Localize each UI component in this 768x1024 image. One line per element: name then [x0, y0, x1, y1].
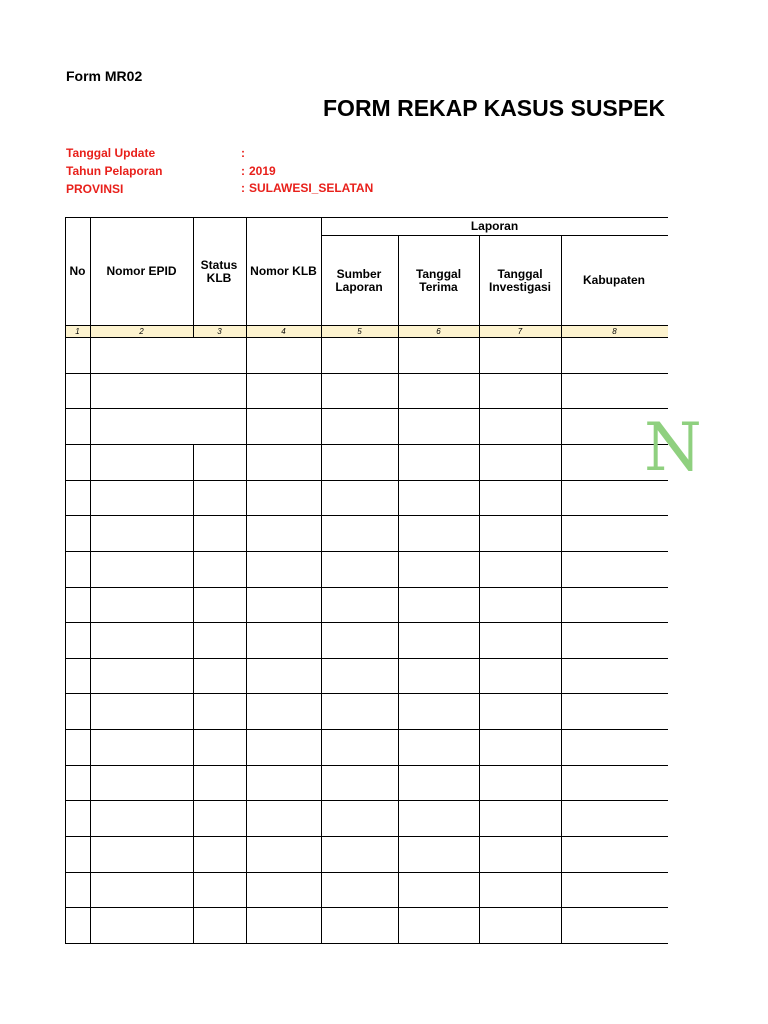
col-header-status-klb: Status KLB [200, 258, 238, 285]
col-number-2: 2 [139, 326, 144, 336]
table-row [65, 729, 668, 765]
col-number-5: 5 [357, 326, 362, 336]
col-header-kabupaten: Kabupaten [582, 272, 645, 287]
col-header-sumber-laporan: Sumber Laporan [335, 267, 383, 294]
table-row [65, 444, 668, 480]
table-row [65, 551, 668, 587]
meta-tanggal-update-label: Tanggal Update [66, 146, 156, 160]
col-number-6: 6 [436, 326, 441, 336]
rekap-table [65, 217, 702, 943]
col-header-nomor-klb: Nomor KLB [250, 263, 317, 278]
table-row [65, 622, 668, 658]
table-row [65, 587, 668, 623]
watermark-letter: N [644, 409, 702, 486]
table-row [65, 373, 668, 409]
table-row [65, 693, 668, 729]
meta-provinsi-label: PROVINSI [66, 182, 124, 196]
grid-line-top-group [321, 217, 668, 218]
table-row [65, 337, 668, 373]
meta-tahun-pelaporan-label: Tahun Pelaporan [66, 164, 163, 178]
grid-line-col [193, 217, 194, 337]
grid-line-group-bottom [321, 235, 668, 236]
form-title: FORM REKAP KASUS SUSPEK [323, 95, 666, 121]
table-row [65, 658, 668, 694]
meta-separator: : [241, 146, 245, 160]
table-row [65, 872, 668, 908]
col-header-tanggal-terima: Tanggal Terima [415, 267, 462, 294]
group-header-laporan: Laporan [470, 218, 519, 233]
col-number-7: 7 [517, 326, 523, 336]
form-code: Form MR02 [66, 68, 143, 84]
col-number-8: 8 [612, 326, 617, 336]
table-row [65, 836, 668, 872]
table-row [65, 515, 668, 551]
table-row [65, 800, 668, 836]
col-header-nomor-epid: Nomor EPID [106, 263, 177, 278]
table-row [65, 907, 668, 943]
grid-line-header-bottom [65, 325, 668, 326]
col-number-3: 3 [217, 326, 222, 336]
meta-provinsi-value [241, 181, 373, 195]
meta-tanggal-update-value [241, 146, 249, 160]
meta-separator: : [241, 164, 245, 178]
meta-value-text: 2019 [249, 164, 276, 178]
col-header-tanggal-investigasi: Tanggal Investigasi [488, 267, 552, 294]
table-row [65, 765, 668, 801]
meta-tahun-pelaporan-value [241, 164, 276, 178]
table-row [65, 480, 668, 516]
col-number-4: 4 [281, 326, 286, 336]
table-row [65, 408, 668, 444]
col-header-no: No [69, 263, 86, 278]
col-number-1: 1 [75, 326, 80, 336]
meta-separator: : [241, 181, 245, 195]
meta-value-text: SULAWESI_SELATAN [249, 181, 374, 195]
grid-line-row [65, 943, 668, 944]
